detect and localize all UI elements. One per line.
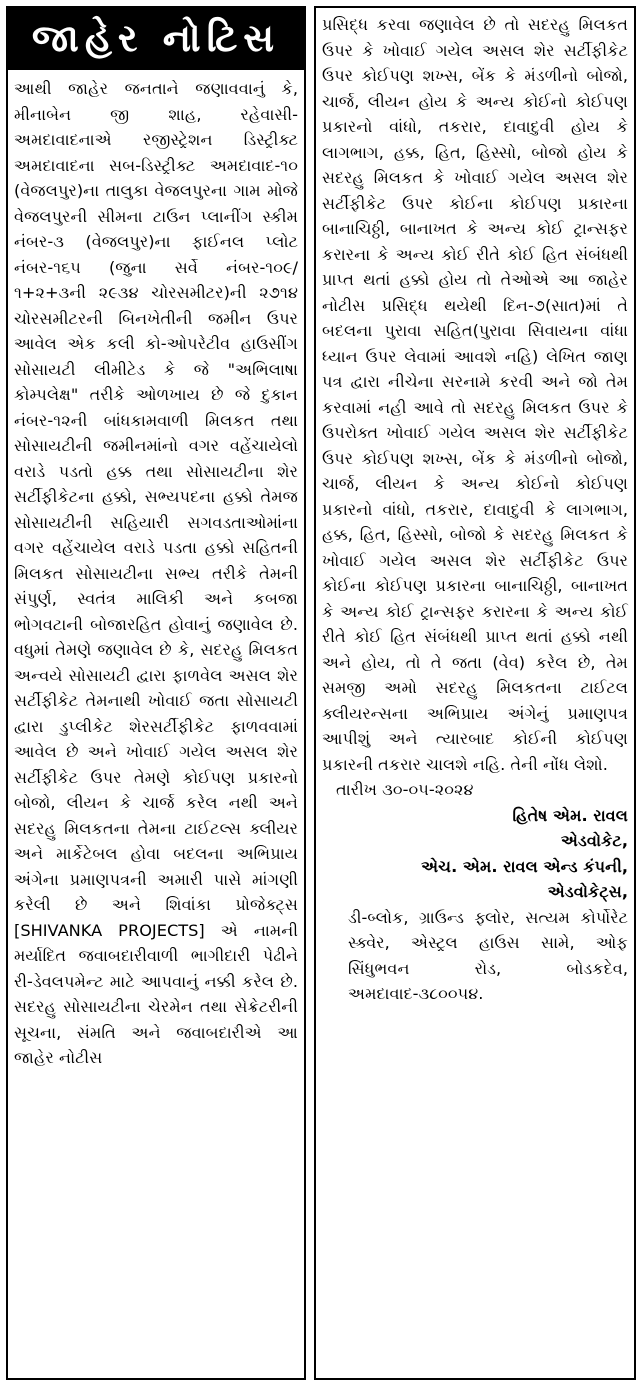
notice-left-column — [6, 6, 306, 1380]
firm-name: એચ. એમ. રાવલ એન્ડ કંપની, — [421, 856, 628, 876]
notice-headline: જાહેર નોટિસ — [8, 8, 304, 70]
signatory-name: હિતેષ એમ. રાવલ — [512, 805, 628, 825]
signatory-title: એડવોકેટ, — [560, 831, 628, 850]
firm-address: ડી-બ્લોક, ગ્રાઉન્ડ ફ્લોર, સત્યમ કોર્પોરેટ સ્ક્વેર, એસ્ટ્રલ હાઉસ સામે, ઓફ સિંધુભવન રોડ, બોડકદેવ, અમદાવાદ-૩૮૦૦૫૪. — [348, 907, 628, 1003]
notice-date: તારીખ ૩૦-૦૫-૨૦૨૪ — [336, 780, 474, 799]
notice-right-body: પ્રસિદ્ધ કરવા જણાવેલ છે તો સદરહુ મિલકત ઉપર કે ખોવાઈ ગયેલ અસલ શેર સર્ટીફીકેટ ઉપર કોઈપણ શખ્સ, બેંક કે મંડળીનો બોજો, ચાર્જ, લીયન હોય કે અન્ય કોઈનો કોઈપણ પ્રકારનો વાંધો, તકરાર, દાવાદુવી હોય કે લાગભાગ, હક્ક, હિત, હિસ્સો, બોજો હોય કે સદરહુ મિલકત કે ખોવાઈ ગયેલ અસલ શેર સર્ટીફીકેટ ઉપર કોઈના કોઈપણ પ્રકારના બાનાચિઠ્ઠી, બાનાખત કે અન્ય કોઈ ટ્રાન્સફર કરારના કે અન્ય કોઈ રીતે કોઈ હિત સંબંધથી પ્રાપ્ત થતાં હક્કો હોય તો તેઓએ આ જાહેર નોટીસ પ્રસિદ્ધ થયેથી દિન-૭(સાત)માં તે બદલના પુરાવા સહિત(પુરાવા સિવાયના વાંધા ધ્યાન ઉપર લેવામાં આવશે નહિ) લેખિત જાણ પત્ર દ્વારા નીચેના સરનામે કરવી અને જો તેમ કરવામાં નહી આવે તો સદરહુ મિલકત ઉપર કે ઉપરોક્ત ખોવાઈ ગયેલ અસલ શેર સર્ટીફીકેટ ઉપર કોઈપણ શખ્સ, બેંક કે મંડળીનો બોજો, ચાર્જ, લીયન કે અન્ય કોઈનો કોઈપણ પ્રકારનો વાંધો, તકરાર, દાવાદુવી કે લાગભાગ, હક્ક, હિત, હિસ્સો, બોજો કે સદરહુ મિલકત કે ખોવાઈ ગયેલ અસલ શેર સર્ટીફીકેટ ઉપર કોઈના કોઈપણ પ્રકારના બાનાચિઠ્ઠી, બાનાખત કે અન્ય કોઈ ટ્રાન્સફર કરારના કે અન્ય કોઈ રીતે કોઈ હિત સંબંધથી પ્રાપ્ત થતાં હક્કો નથી અને હોય, તો તે જતા (વેવ) કરેલ છે, તેમ સમજી અમો સદરહુ મિલકતના ટાઈટલ ક્લીયરન્સના અભિપ્રાય અંગેનું પ્રમાણપત્ર આપીશું અને ત્યારબાદ કોઈની કોઈપણ પ્રકારની તકરાર ચાલશે નહિ. તેની નોંધ લેશો. — [322, 15, 628, 774]
firm-title: એડવોકેટ્સ, — [547, 882, 628, 901]
notice-left-body: આથી જાહેર જનતાને જણાવવાનું કે, મીનાબેન જી શાહ, રહેવાસી- અમદાવાદનાએ રજીસ્ટ્રેશન ડિસ્ટ્રીક્ટ અમદાવાદના સબ-ડિસ્ટ્રીક્ટ અમદાવાદ-૧૦ (વેજલપુર)ના તાલુકા વેજલપુરના ગામ મોજે વેજલપુરની સીમના ટાઉન પ્લાનીંગ સ્કીમ નંબર-૩ (વેજલપુર)ના ફાઈનલ પ્લોટ નંબર-૧૬૫ (જુના સર્વે નંબર-૧૦૯/ ૧+૨+૩ની ૨૯૩૪ ચોરસમીટર)ની ૨૭૧૪ ચોરસમીટરની બિનખેતીની જમીન ઉપર આવેલ એક કલી કો-ઓપરેટીવ હાઉસીંગ સોસાયટી લીમીટેડ કે જે "અભિલાષા કોમ્પલેક્ષ" તરીકે ઓળખાય છે જે દુકાન નંબર-૧૨ની બાંધકામવાળી મિલકત તથા સોસાયટીની જમીનમાંનો વગર વહેંચાયેલો વરાડે પડતો હક્ક તથા સોસાયટીના શેર સર્ટીફીકેટના હક્કો, સભ્યપદના હક્કો તેમજ સોસાયટીની સહિયારી સગવડતાઓમાંના વગર વહેંચાયેલ વરાડે પડતા હક્કો સહિતની મિલકત સોસાયટીના સભ્ય તરીકે તેમની સંપુર્ણ, સ્વતંત્ર માલિકી અને કબજા ભોગવટાની બોજારહિત હોવાનું જણાવેલ છે. વધુમાં તેમણે જણાવેલ છે કે, સદરહુ મિલકત અન્વયે સોસાયટી દ્વારા ફાળવેલ અસલ શેર સર્ટીફીકેટ તેમનાથી ખોવાઈ જતા સોસાયટી દ્વારા ડુપ્લીકેટ શેરસર્ટીફીકેટ ફાળવવામાં આવેલ છે અને ખોવાઈ ગયેલ અસલ શેર સર્ટીફીકેટ ઉપર તેમણે કોઈપણ પ્રકારનો બોજો, લીયન કે ચાર્જ કરેલ નથી અને સદરહુ મિલકતના તેમના ટાઈટલ્સ ક્લીયર અને માર્કેટેબલ હોવા બદલના અભિપ્રાય અંગેના પ્રમાણપત્રની અમારી પાસે માંગણી કરેલી છે અને શિવાંકા પ્રોજેક્ટ્સ [SHIVANKA PROJECTS] એ નામની મર્યાદિત જવાબદારીવાળી ભાગીદારી પેઢીને રી-ડેવલપમેન્ટ માટે આપવાનું નક્કી કરેલ છે. સદરહુ સોસાયટીના ચેરમેન તથા સેક્રેટરીની સૂચના, સંમતિ અને જવાબદારીએ આ જાહેર નોટીસ — [14, 79, 298, 1067]
notice-right-column — [314, 6, 636, 1380]
